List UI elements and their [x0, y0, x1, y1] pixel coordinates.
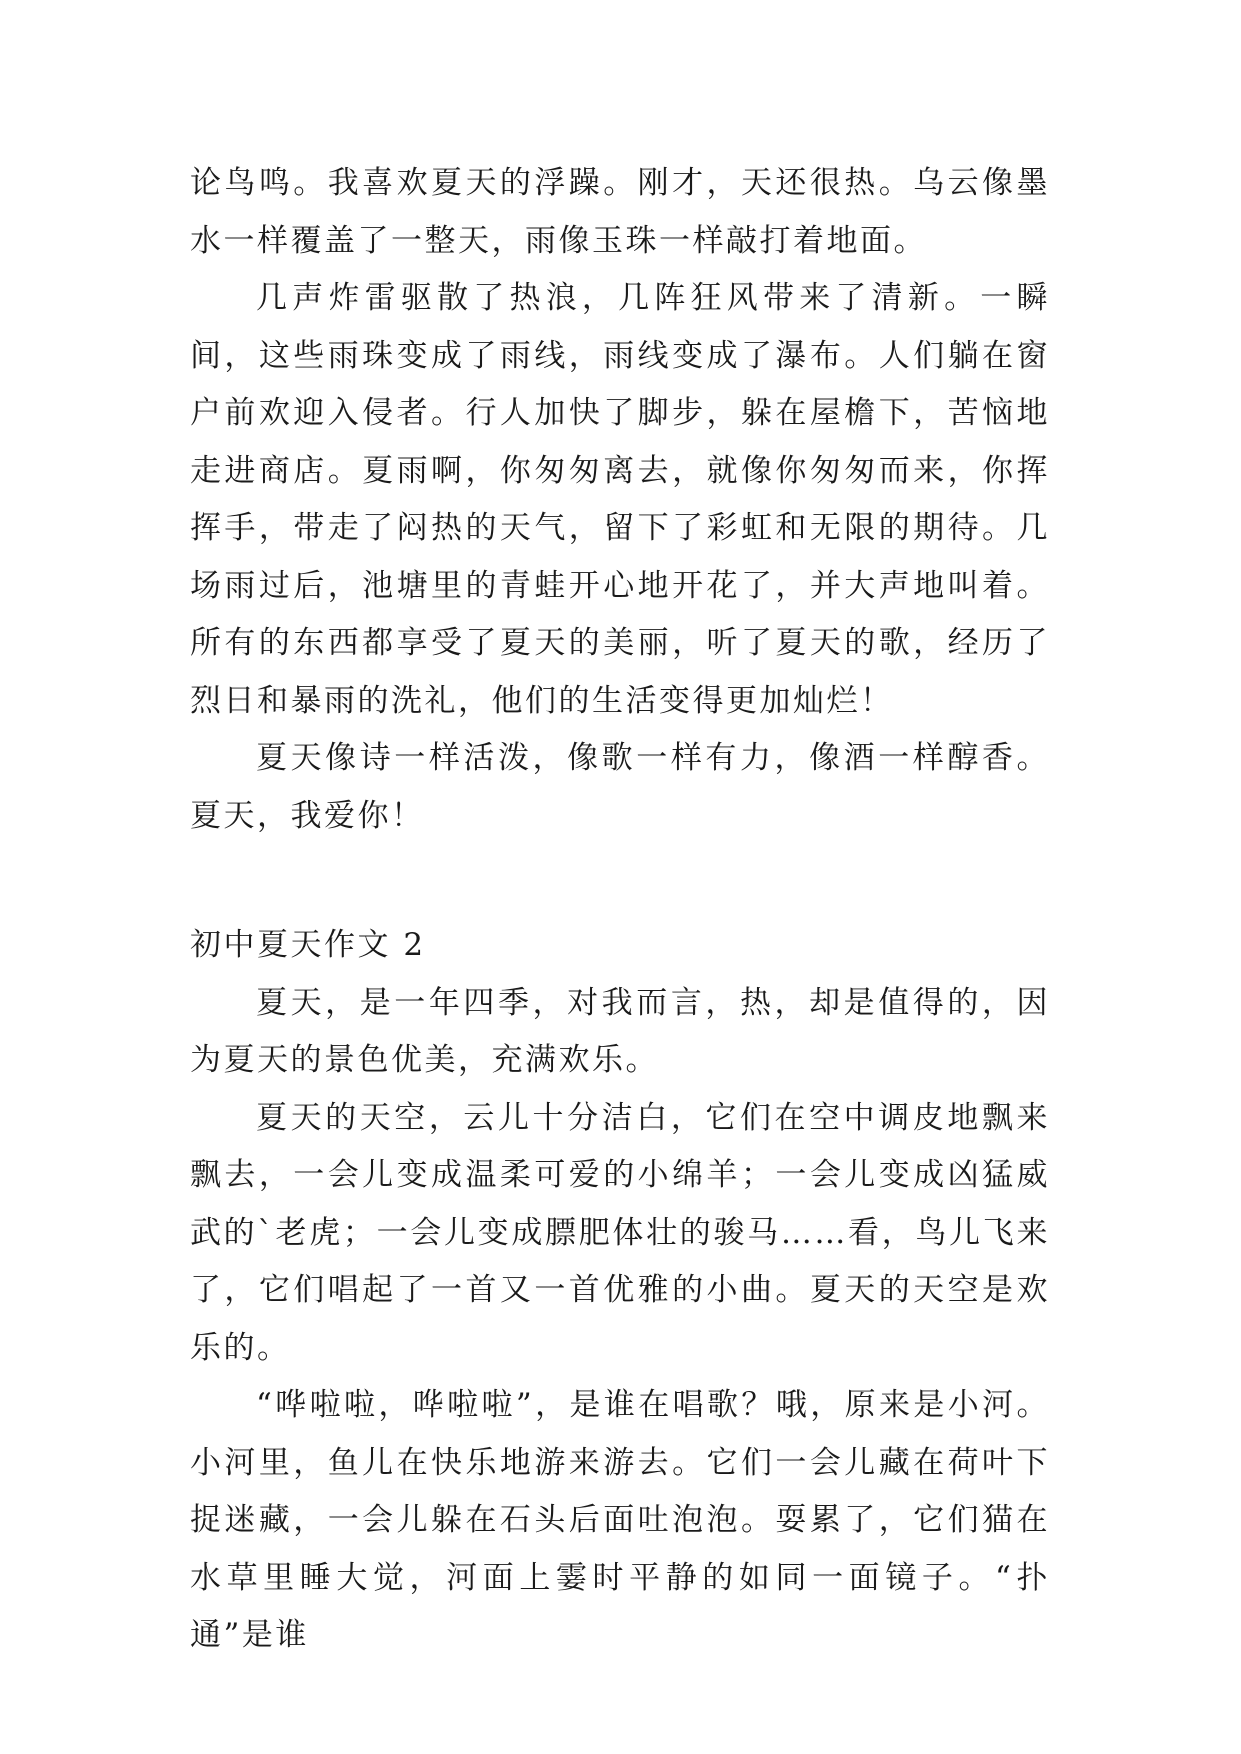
- paragraph-storm: 几声炸雷驱散了热浪，几阵狂风带来了清新。一瞬间，这些雨珠变成了雨线，雨线变成了瀑布。人们躺在窗户前欢迎入侵者。行人加快了脚步，躲在屋檐下，苦恼地走进商店。夏雨啊，你匆匆离去，就像你匆匆而来，你挥挥手，带走了闷热的天气，留下了彩虹和无限的期待。几场雨过后，池塘里的青蛙开心地开花了，并大声地叫着。所有的东西都享受了夏天的美丽，听了夏天的歌，经历了烈日和暴雨的洗礼，他们的生活变得更加灿烂！: [190, 280, 1050, 719]
- document-page: [190, 155, 1050, 1665]
- paragraph-intro: 夏天，是一年四季，对我而言，热，却是值得的，因为夏天的景色优美，充满欢乐。: [190, 984, 1050, 1078]
- paragraph-sky: 夏天的天空，云儿十分洁白，它们在空中调皮地飘来飘去，一会儿变成温柔可爱的小绵羊；一会儿变成凶猛威武的`老虎；一会儿变成膘肥体壮的骏马……看，鸟儿飞来了，它们唱起了一首又一首优雅的小曲。夏天的天空是欢乐的。: [190, 1099, 1050, 1366]
- paragraph-river: “哗啦啦，哗啦啦”，是谁在唱歌？哦，原来是小河。小河里，鱼儿在快乐地游来游去。它们一会儿藏在荷叶下捉迷藏，一会儿躲在石头后面吐泡泡。耍累了，它们猫在水草里睡大觉，河面上霎时平静的如同一面镜子。“扑通”是谁: [190, 1387, 1050, 1653]
- essay-title: 初中夏天作文 2: [190, 927, 426, 963]
- paragraph-love-summer: 夏天像诗一样活泼，像歌一样有力，像酒一样醇香。夏天，我爱你！: [190, 740, 1050, 834]
- paragraph-continued: 论鸟鸣。我喜欢夏天的浮躁。刚才，天还很热。乌云像墨水一样覆盖了一整天，雨像玉珠一样敲打着地面。: [190, 165, 1050, 259]
- section-gap: [190, 845, 1050, 917]
